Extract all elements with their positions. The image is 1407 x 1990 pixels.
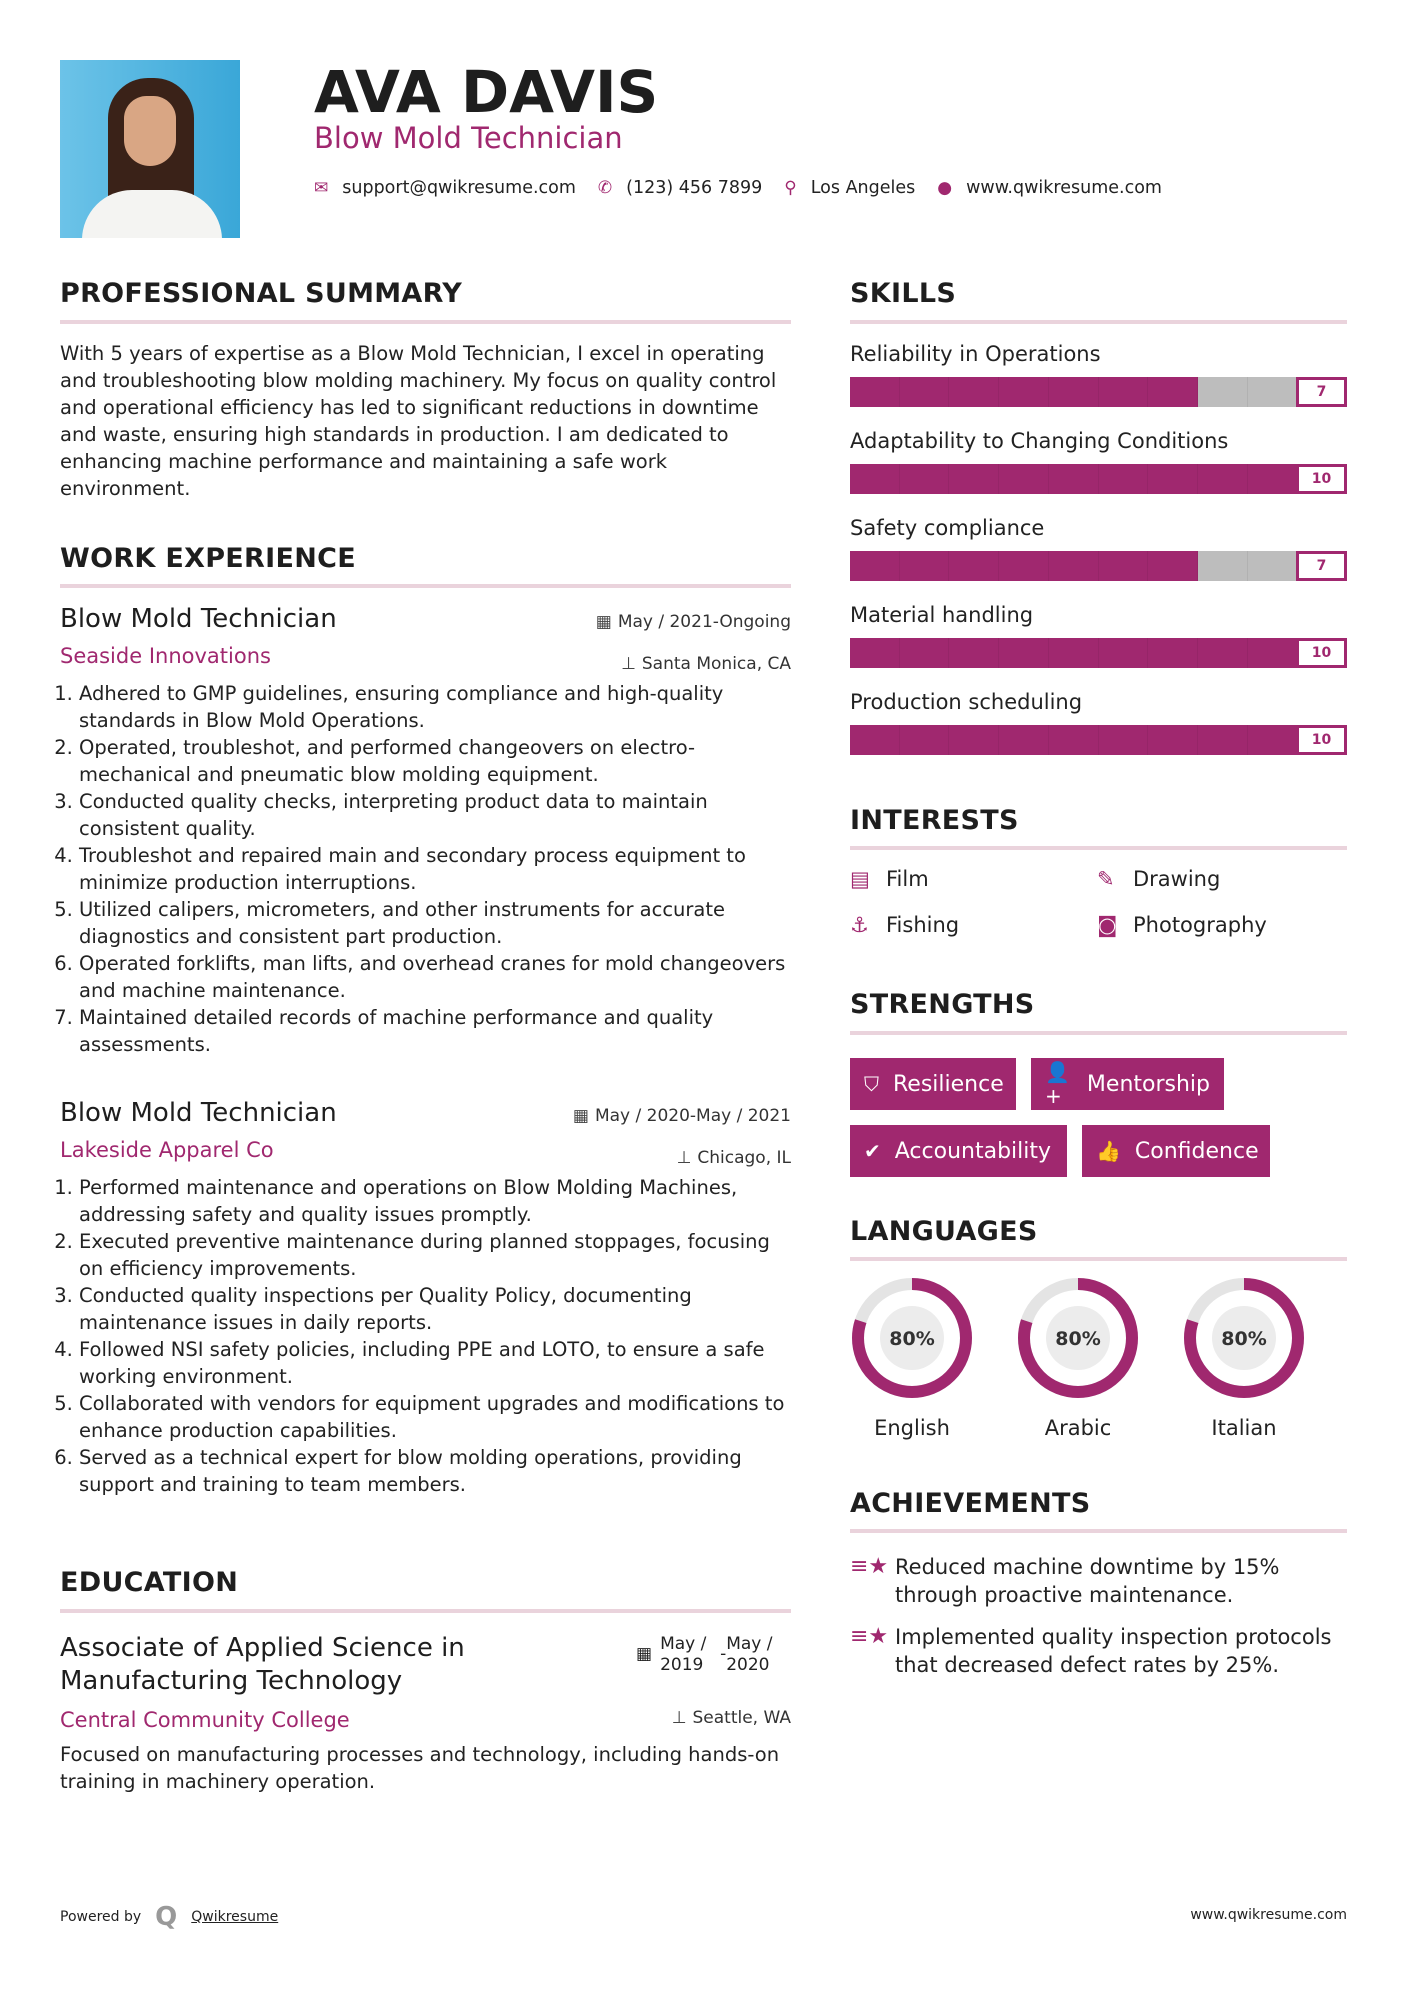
skill-segment: [1198, 377, 1248, 407]
skill-segment: [900, 551, 950, 581]
job-date: [573, 1106, 791, 1126]
school-name: Central Community College: [60, 1708, 350, 1732]
language-ring: [1016, 1276, 1140, 1400]
skill-segment: [1248, 377, 1298, 407]
achievement-item: [850, 1623, 1347, 1679]
education-heading: EDUCATION: [60, 1567, 239, 1598]
list-item: 5. Utilized calipers, micrometers, and other instruments for accurate diagnostics and consistent part production.: [79, 896, 791, 950]
skill-segment: [999, 464, 1049, 494]
job-entry: [60, 1098, 791, 1498]
skill-segment: [1099, 638, 1149, 668]
qwikresume-logo-icon: Q: [155, 1902, 178, 1932]
skill-segment: [1099, 464, 1149, 494]
language-label: English: [874, 1416, 950, 1440]
skill-segment: [850, 464, 900, 494]
language-item: [995, 1276, 1161, 1440]
skill-value-box: [1296, 377, 1347, 407]
envelope-icon: ✉: [314, 178, 329, 198]
skill-segment: [1049, 464, 1099, 494]
skill-segment: [949, 464, 999, 494]
summary-text: With 5 years of expertise as a Blow Mold Technician, I excel in operating and troubleshooting blow molding machinery. My focus on quality control and operational efficiency has led to significant reductions in downtime and waste, ensuring high standards in production. I am dedicated to enhancing machine performance and maintaining a safe work environment.: [60, 342, 777, 500]
skill-item: [850, 342, 1347, 429]
skill-value-box: [1296, 638, 1347, 668]
skill-bar: [850, 725, 1347, 755]
candidate-title: Blow Mold Technician: [314, 121, 623, 155]
skill-segment: [1148, 638, 1198, 668]
skills-heading: SKILLS: [850, 278, 957, 309]
languages-heading: LANGUAGES: [850, 1216, 1038, 1247]
interest-film: [850, 867, 929, 891]
strength-label: Confidence: [1134, 1138, 1259, 1164]
language-label: Arabic: [1044, 1416, 1112, 1440]
skill-label: Material handling: [850, 603, 1034, 627]
education-end: May / 2020: [726, 1634, 773, 1675]
calendar-icon: ▦: [595, 612, 612, 632]
list-item: 3. Conducted quality checks, interpreting product data to maintain consistent quality.: [79, 788, 791, 842]
list-item: 4. Followed NSI safety policies, including PPE and LOTO, to ensure a safe working environment.: [79, 1336, 791, 1390]
divider: [850, 1257, 1347, 1261]
divider: [850, 846, 1347, 850]
footer-powered: [60, 1902, 278, 1932]
contact-email[interactable]: support@qwikresume.com: [342, 178, 576, 198]
job-date: [596, 612, 791, 632]
star-icon: ≡★: [850, 1624, 889, 1649]
strength-label: Accountability: [894, 1138, 1052, 1164]
skill-segment: [900, 464, 950, 494]
language-percent: 80%: [1055, 1328, 1101, 1350]
star-icon: ≡★: [850, 1554, 889, 1579]
language-percent: 80%: [889, 1328, 935, 1350]
education-date: [636, 1634, 786, 1676]
skill-bar: [850, 377, 1347, 407]
skill-segment: [1148, 377, 1198, 407]
anchor-icon: ⚓: [850, 913, 869, 937]
skill-segment: [1099, 551, 1149, 581]
skill-segment: [1248, 551, 1298, 581]
list-item: 6. Served as a technical expert for blow molding operations, providing support and training to team members.: [79, 1444, 791, 1498]
education-start: May / 2019: [660, 1634, 707, 1675]
achievements-heading: ACHIEVEMENTS: [850, 1488, 1091, 1519]
skill-segment: [999, 725, 1049, 755]
language-percent: 80%: [1221, 1328, 1267, 1350]
job-location-text: Santa Monica, CA: [641, 654, 791, 674]
skill-segment: [850, 638, 900, 668]
job-location: [621, 654, 791, 674]
globe-icon: ●: [937, 178, 953, 198]
skill-item: [850, 690, 1347, 777]
achievement-text: Reduced machine downtime by 15% through proactive maintenance.: [895, 1555, 1280, 1607]
divider: [60, 320, 791, 324]
job-location: [677, 1148, 791, 1168]
job-date-text: May / 2021-Ongoing: [617, 612, 791, 632]
list-item: 1. Performed maintenance and operations on Blow Molding Machines, addressing safety and quality issues promptly.: [79, 1174, 791, 1228]
list-item: 6. Operated forklifts, man lifts, and overhead cranes for mold changeovers and machine maintenance.: [79, 950, 791, 1004]
job-date-text: May / 2020-May / 2021: [594, 1106, 791, 1126]
skill-label: Safety compliance: [850, 516, 1045, 540]
calendar-icon: ▦: [572, 1106, 589, 1126]
skill-segment: [1049, 377, 1099, 407]
skill-bar: [850, 638, 1347, 668]
strength-confidence: [1082, 1125, 1270, 1177]
languages-list: [829, 1276, 1327, 1440]
divider: [850, 1529, 1347, 1533]
summary-heading: PROFESSIONAL SUMMARY: [60, 278, 463, 309]
skill-segment: [850, 377, 900, 407]
contact-bar: [314, 178, 1184, 198]
skill-value-box: [1296, 725, 1347, 755]
phone-icon: ✆: [597, 178, 613, 198]
skill-value-box: [1296, 551, 1347, 581]
footer-website[interactable]: www.qwikresume.com: [1190, 1907, 1347, 1923]
skills-list: [850, 342, 1347, 777]
achievement-item: [850, 1553, 1347, 1609]
divider: [60, 1609, 791, 1613]
skill-segment: [1049, 638, 1099, 668]
skill-segment: [1148, 464, 1198, 494]
skill-segment: [1049, 725, 1099, 755]
job-entry: [60, 604, 791, 1058]
user-plus-icon: 👤+: [1045, 1060, 1070, 1108]
list-item: 4. Troubleshot and repaired main and secondary process equipment to minimize production interruptions.: [79, 842, 791, 896]
skill-value-box: [1296, 464, 1347, 494]
contact-phone[interactable]: (123) 456 7899: [626, 178, 763, 198]
skill-label: Reliability in Operations: [850, 342, 1101, 366]
language-label: Italian: [1211, 1416, 1277, 1440]
skill-bar: [850, 464, 1347, 494]
skill-segment: [1248, 464, 1298, 494]
job-title: Blow Mold Technician: [60, 604, 337, 634]
list-item: 2. Executed preventive maintenance during planned stoppages, focusing on efficiency improvements.: [79, 1228, 791, 1282]
thumbs-up-icon: 👍: [1096, 1139, 1121, 1163]
language-item: [829, 1276, 995, 1440]
skill-segment: [949, 551, 999, 581]
job-location-text: Chicago, IL: [697, 1148, 791, 1168]
interests-heading: INTERESTS: [850, 805, 1019, 836]
skill-segment: [949, 725, 999, 755]
skill-segment: [1148, 725, 1198, 755]
skill-segment: [900, 725, 950, 755]
job-bullets: [60, 1174, 791, 1498]
skill-segment: [1248, 638, 1298, 668]
map-marker-icon: ⚲: [784, 178, 797, 198]
list-item: 3. Conducted quality inspections per Quality Policy, documenting maintenance issues in daily reports.: [79, 1282, 791, 1336]
powered-by-label: Powered by: [60, 1909, 142, 1925]
pushpin-icon: ⊥: [621, 654, 636, 674]
skill-segment: [1099, 725, 1149, 755]
skill-item: [850, 516, 1347, 603]
strength-label: Resilience: [893, 1071, 1004, 1097]
list-item: 2. Operated, troubleshot, and performed changeovers on electro-mechanical and pneumatic blow molding equipment.: [79, 734, 791, 788]
skill-value: 10: [1299, 728, 1344, 752]
skill-value: 7: [1299, 380, 1344, 404]
divider: [850, 320, 1347, 324]
skill-segment: [1148, 551, 1198, 581]
skill-value: 7: [1299, 554, 1344, 578]
list-item: 1. Adhered to GMP guidelines, ensuring compliance and high-quality standards in Blow Mold Operations.: [79, 680, 791, 734]
pushpin-icon: ⊥: [676, 1148, 692, 1168]
skill-label: Adaptability to Changing Conditions: [850, 429, 1229, 453]
skill-segment: [999, 377, 1049, 407]
skill-value: 10: [1299, 641, 1344, 665]
degree-title: Associate of Applied Science in Manufacturing Technology: [60, 1633, 465, 1696]
skill-item: [850, 429, 1347, 516]
candidate-name: AVA DAVIS: [314, 58, 659, 126]
interest-label: Drawing: [1133, 867, 1221, 891]
language-ring: [1182, 1276, 1306, 1400]
check-circle-icon: ✔: [864, 1139, 881, 1163]
skill-segment: [1198, 551, 1248, 581]
education-location-text: Seattle, WA: [692, 1708, 791, 1728]
skill-segment: [999, 551, 1049, 581]
pushpin-icon: ⊥: [671, 1708, 687, 1728]
job-title: Blow Mold Technician: [60, 1098, 337, 1128]
skill-segment: [999, 638, 1049, 668]
divider: [60, 584, 791, 588]
skill-segment: [900, 638, 950, 668]
pencil-icon: ✎: [1097, 867, 1115, 891]
list-item: 7. Maintained detailed records of machine performance and quality assessments.: [79, 1004, 791, 1058]
skill-value: 10: [1299, 467, 1344, 491]
language-item: [1161, 1276, 1327, 1440]
interest-fishing: [850, 913, 959, 937]
strength-label: Mentorship: [1086, 1071, 1210, 1097]
strength-accountability: [850, 1125, 1067, 1177]
interest-photography: [1097, 913, 1267, 937]
skill-segment: [949, 638, 999, 668]
interest-drawing: [1097, 867, 1220, 891]
list-item: 5. Collaborated with vendors for equipment upgrades and modifications to enhance production capabilities.: [79, 1390, 791, 1444]
strength-resilience: [850, 1058, 1016, 1110]
skill-segment: [850, 551, 900, 581]
skill-label: Production scheduling: [850, 690, 1083, 714]
shield-icon: ⛉: [864, 1072, 879, 1096]
experience-heading: WORK EXPERIENCE: [60, 543, 356, 574]
skill-item: [850, 603, 1347, 690]
job-bullets: [60, 680, 791, 1058]
interest-label: Photography: [1133, 913, 1267, 937]
company-name: Seaside Innovations: [60, 644, 271, 668]
skill-segment: [850, 725, 900, 755]
skill-segment: [1198, 725, 1248, 755]
skill-segment: [1248, 725, 1298, 755]
contact-website[interactable]: www.qwikresume.com: [966, 178, 1162, 198]
skill-segment: [949, 377, 999, 407]
strengths-heading: STRENGTHS: [850, 989, 1035, 1020]
skill-segment: [1198, 464, 1248, 494]
education-location: [672, 1708, 791, 1728]
qwikresume-link[interactable]: Qwikresume: [191, 1909, 279, 1925]
skill-segment: [1198, 638, 1248, 668]
skill-segment: [1049, 551, 1099, 581]
skill-segment: [1099, 377, 1149, 407]
strength-mentorship: [1031, 1058, 1224, 1110]
skill-segment: [900, 377, 950, 407]
film-icon: ▤: [850, 867, 870, 891]
company-name: Lakeside Apparel Co: [60, 1138, 274, 1162]
achievement-text: Implemented quality inspection protocols that decreased defect rates by 25%.: [895, 1625, 1332, 1677]
skill-bar: [850, 551, 1347, 581]
profile-photo: [60, 60, 240, 238]
divider: [850, 1031, 1347, 1035]
interest-label: Fishing: [886, 913, 960, 937]
language-ring: [850, 1276, 974, 1400]
interest-label: Film: [886, 867, 929, 891]
calendar-icon: ▦: [636, 1644, 653, 1664]
date-separator: -: [720, 1644, 727, 1664]
camera-icon: ◙: [1097, 913, 1118, 937]
education-description: Focused on manufacturing processes and technology, including hands-on training in machinery operation.: [60, 1743, 780, 1793]
contact-location: Los Angeles: [810, 178, 916, 198]
